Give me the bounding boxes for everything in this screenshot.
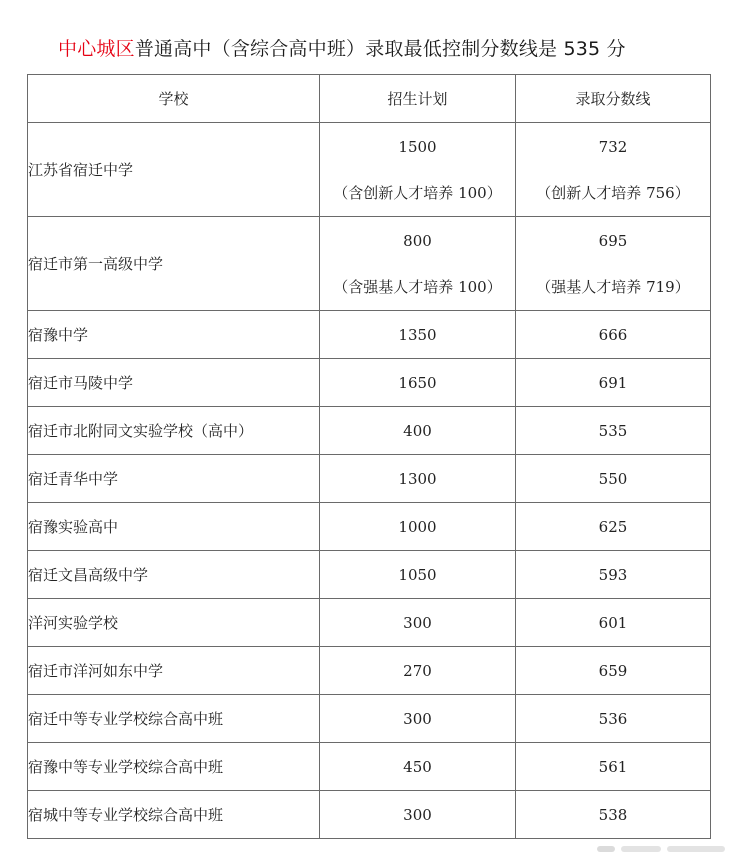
- score-value: 550: [516, 455, 711, 503]
- title-highlight: 中心城区: [58, 38, 135, 60]
- school-name: 宿城中等专业学校综合高中班: [28, 791, 320, 839]
- school-name: 洋河实验学校: [28, 599, 320, 647]
- score-value: 535: [516, 407, 711, 455]
- plan-value: 1650: [320, 359, 516, 407]
- school-name: 江苏省宿迁中学: [28, 123, 320, 217]
- table-row: [28, 743, 711, 791]
- score-note: （创新人才培养 756）: [536, 183, 690, 202]
- table-row: [28, 791, 711, 839]
- school-name: 宿迁市北附同文实验学校（高中）: [28, 407, 320, 455]
- table-row: [28, 695, 711, 743]
- header-plan: 招生计划: [320, 75, 516, 123]
- plan-note: （含创新人才培养 100）: [333, 183, 502, 202]
- school-name: 宿豫中学: [28, 311, 320, 359]
- plan-value: 300: [320, 599, 516, 647]
- score-value: 601: [516, 599, 711, 647]
- score-value: 691: [516, 359, 711, 407]
- plan-cell: [320, 123, 516, 217]
- school-name: 宿迁文昌高级中学: [28, 551, 320, 599]
- school-name: 宿迁青华中学: [28, 455, 320, 503]
- school-name: 宿迁中等专业学校综合高中班: [28, 695, 320, 743]
- plan-value: 1500: [398, 137, 437, 156]
- school-name: 宿迁市洋河如东中学: [28, 647, 320, 695]
- header-row: [28, 75, 711, 123]
- score-value: 732: [598, 137, 628, 156]
- table-row: [28, 455, 711, 503]
- header-score: 录取分数线: [516, 75, 711, 123]
- table-row: [28, 123, 711, 217]
- plan-value: 400: [320, 407, 516, 455]
- score-note: （强基人才培养 719）: [536, 277, 690, 296]
- table-row: [28, 503, 711, 551]
- score-value: 561: [516, 743, 711, 791]
- plan-value: 450: [320, 743, 516, 791]
- table-row: [28, 599, 711, 647]
- plan-value: 1350: [320, 311, 516, 359]
- table-row: [28, 407, 711, 455]
- plan-value: 1300: [320, 455, 516, 503]
- plan-note: （含强基人才培养 100）: [333, 277, 502, 296]
- score-cell: [516, 123, 711, 217]
- score-value: 659: [516, 647, 711, 695]
- score-cell: [516, 217, 711, 311]
- header-school: 学校: [28, 75, 320, 123]
- table-row: [28, 217, 711, 311]
- document-title: [58, 36, 626, 62]
- score-value: 593: [516, 551, 711, 599]
- table-row: [28, 647, 711, 695]
- school-name: 宿迁市第一高级中学: [28, 217, 320, 311]
- plan-value: 1050: [320, 551, 516, 599]
- score-value: 666: [516, 311, 711, 359]
- school-name: 宿豫中等专业学校综合高中班: [28, 743, 320, 791]
- title-text: 普通高中（含综合高中班）录取最低控制分数线是 535 分: [134, 38, 626, 60]
- table-row: [28, 311, 711, 359]
- plan-value: 270: [320, 647, 516, 695]
- plan-value: 800: [403, 231, 432, 250]
- plan-value: 300: [320, 695, 516, 743]
- school-name: 宿豫实验高中: [28, 503, 320, 551]
- score-value: 536: [516, 695, 711, 743]
- school-name: 宿迁市马陵中学: [28, 359, 320, 407]
- admissions-table: [27, 74, 711, 839]
- plan-value: 300: [320, 791, 516, 839]
- table-row: [28, 359, 711, 407]
- score-value: 695: [598, 231, 628, 250]
- table-row: [28, 551, 711, 599]
- score-value: 538: [516, 791, 711, 839]
- watermark-mark: [597, 843, 727, 855]
- plan-value: 1000: [320, 503, 516, 551]
- plan-cell: [320, 217, 516, 311]
- score-value: 625: [516, 503, 711, 551]
